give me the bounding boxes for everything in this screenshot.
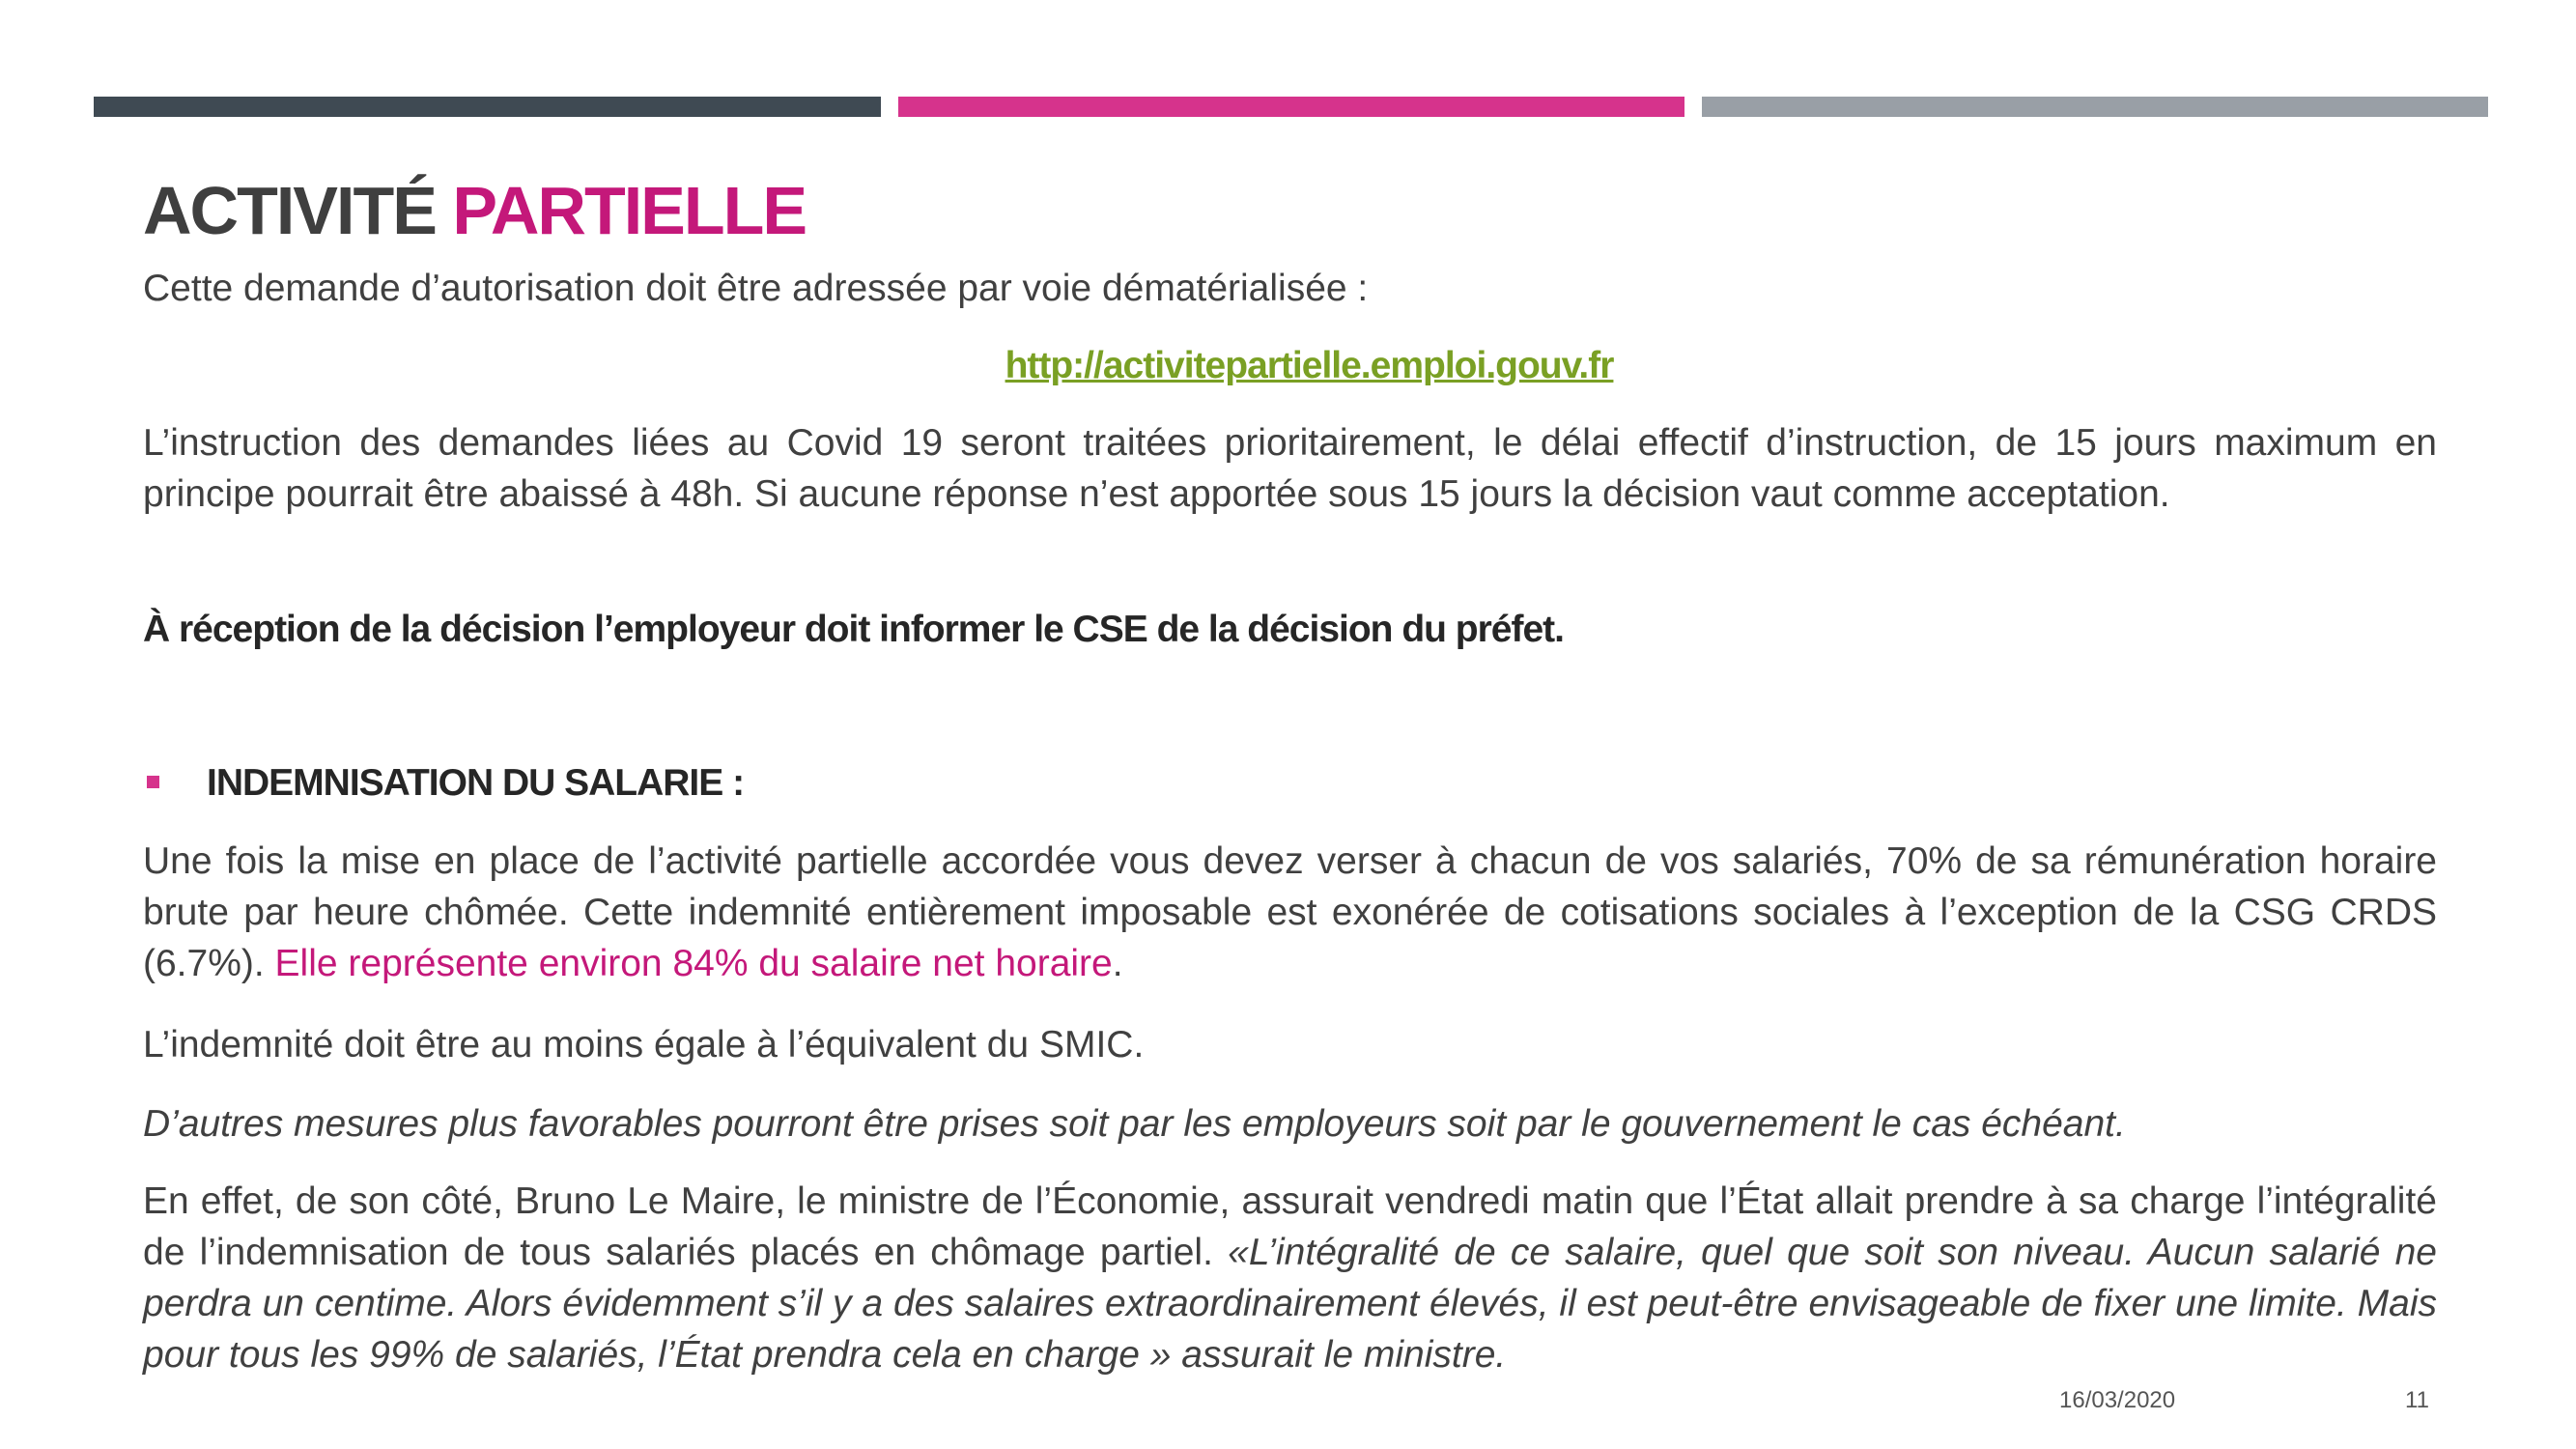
smic-paragraph: L’indemnité doit être au moins égale à l’équivalent du SMIC. <box>143 1024 1145 1065</box>
indemnisation-text: Une fois la mise en place de l’activité partielle accordée vous devez verser à chacun de vos salariés, 70% de sa rémunération horaire brute par heure chômée. Cette indemnité entièrement imposable est exonérée de cotisations sociales à l’exception de la CSG CRDS (6.7%). <box>143 840 2437 984</box>
maire-quote: «L’intégralité de ce salaire, quel que soit son niveau. Aucun salarié ne perdra un centime. Alors évidemment s’il y a des salaires extraordinairement élevés, il est peut-être envisageable de fixer une limite. Mais pour tous les 99% de salariés, l’État prendra cela en charge » assurait le ministre. <box>143 1232 2437 1376</box>
title-part-1: ACTIVITÉ <box>143 173 436 248</box>
maire-paragraph <box>143 1176 2437 1380</box>
indemnisation-highlight: Elle représente environ 84% du salaire net horaire <box>274 943 1113 984</box>
header-bar-grey <box>1702 97 2488 117</box>
bullet-square-icon <box>147 776 159 788</box>
header-bar-dark <box>94 97 881 117</box>
footer-date: 16/03/2020 <box>2059 1387 2176 1413</box>
indemnisation-paragraph <box>143 836 2437 989</box>
bullet-heading: INDEMNISATION DU SALARIE : <box>207 762 745 804</box>
link-row <box>143 340 2456 391</box>
header-bar-pink <box>898 97 1684 117</box>
intro-paragraph: Cette demande d’autorisation doit être adressée par voie dématérialisée : <box>143 268 1369 309</box>
maire-text: En effet, de son côté, Bruno Le Maire, le ministre de l’Économie, assurait vendredi matin que l’État allait prendre à sa charge l’intégralité de l’indemnisation de tous salariés placés en chômage partiel. <box>143 1180 2437 1273</box>
bold-notice: À réception de la décision l’employeur doit informer le CSE de la décision du préfet. <box>143 609 1565 650</box>
page-title <box>143 172 806 249</box>
indemnisation-end: . <box>1112 943 1123 984</box>
instruction-paragraph: L’instruction des demandes liées au Covid 19 seront traitées prioritairement, le délai effectif d’instruction, de 15 jours maximum en principe pourrait être abaissé à 48h. Si aucune réponse n’est apportée sous 15 jours la décision vaut comme acceptation. <box>143 422 2437 515</box>
mesures-paragraph: D’autres mesures plus favorables pourront être prises soit par les employeurs soit par le gouvernement le cas échéant. <box>143 1103 2126 1145</box>
title-part-2: PARTIELLE <box>452 173 807 248</box>
activite-partielle-link[interactable]: http://activitepartielle.emploi.gouv.fr <box>1005 345 1614 386</box>
page-number: 11 <box>2405 1387 2429 1413</box>
